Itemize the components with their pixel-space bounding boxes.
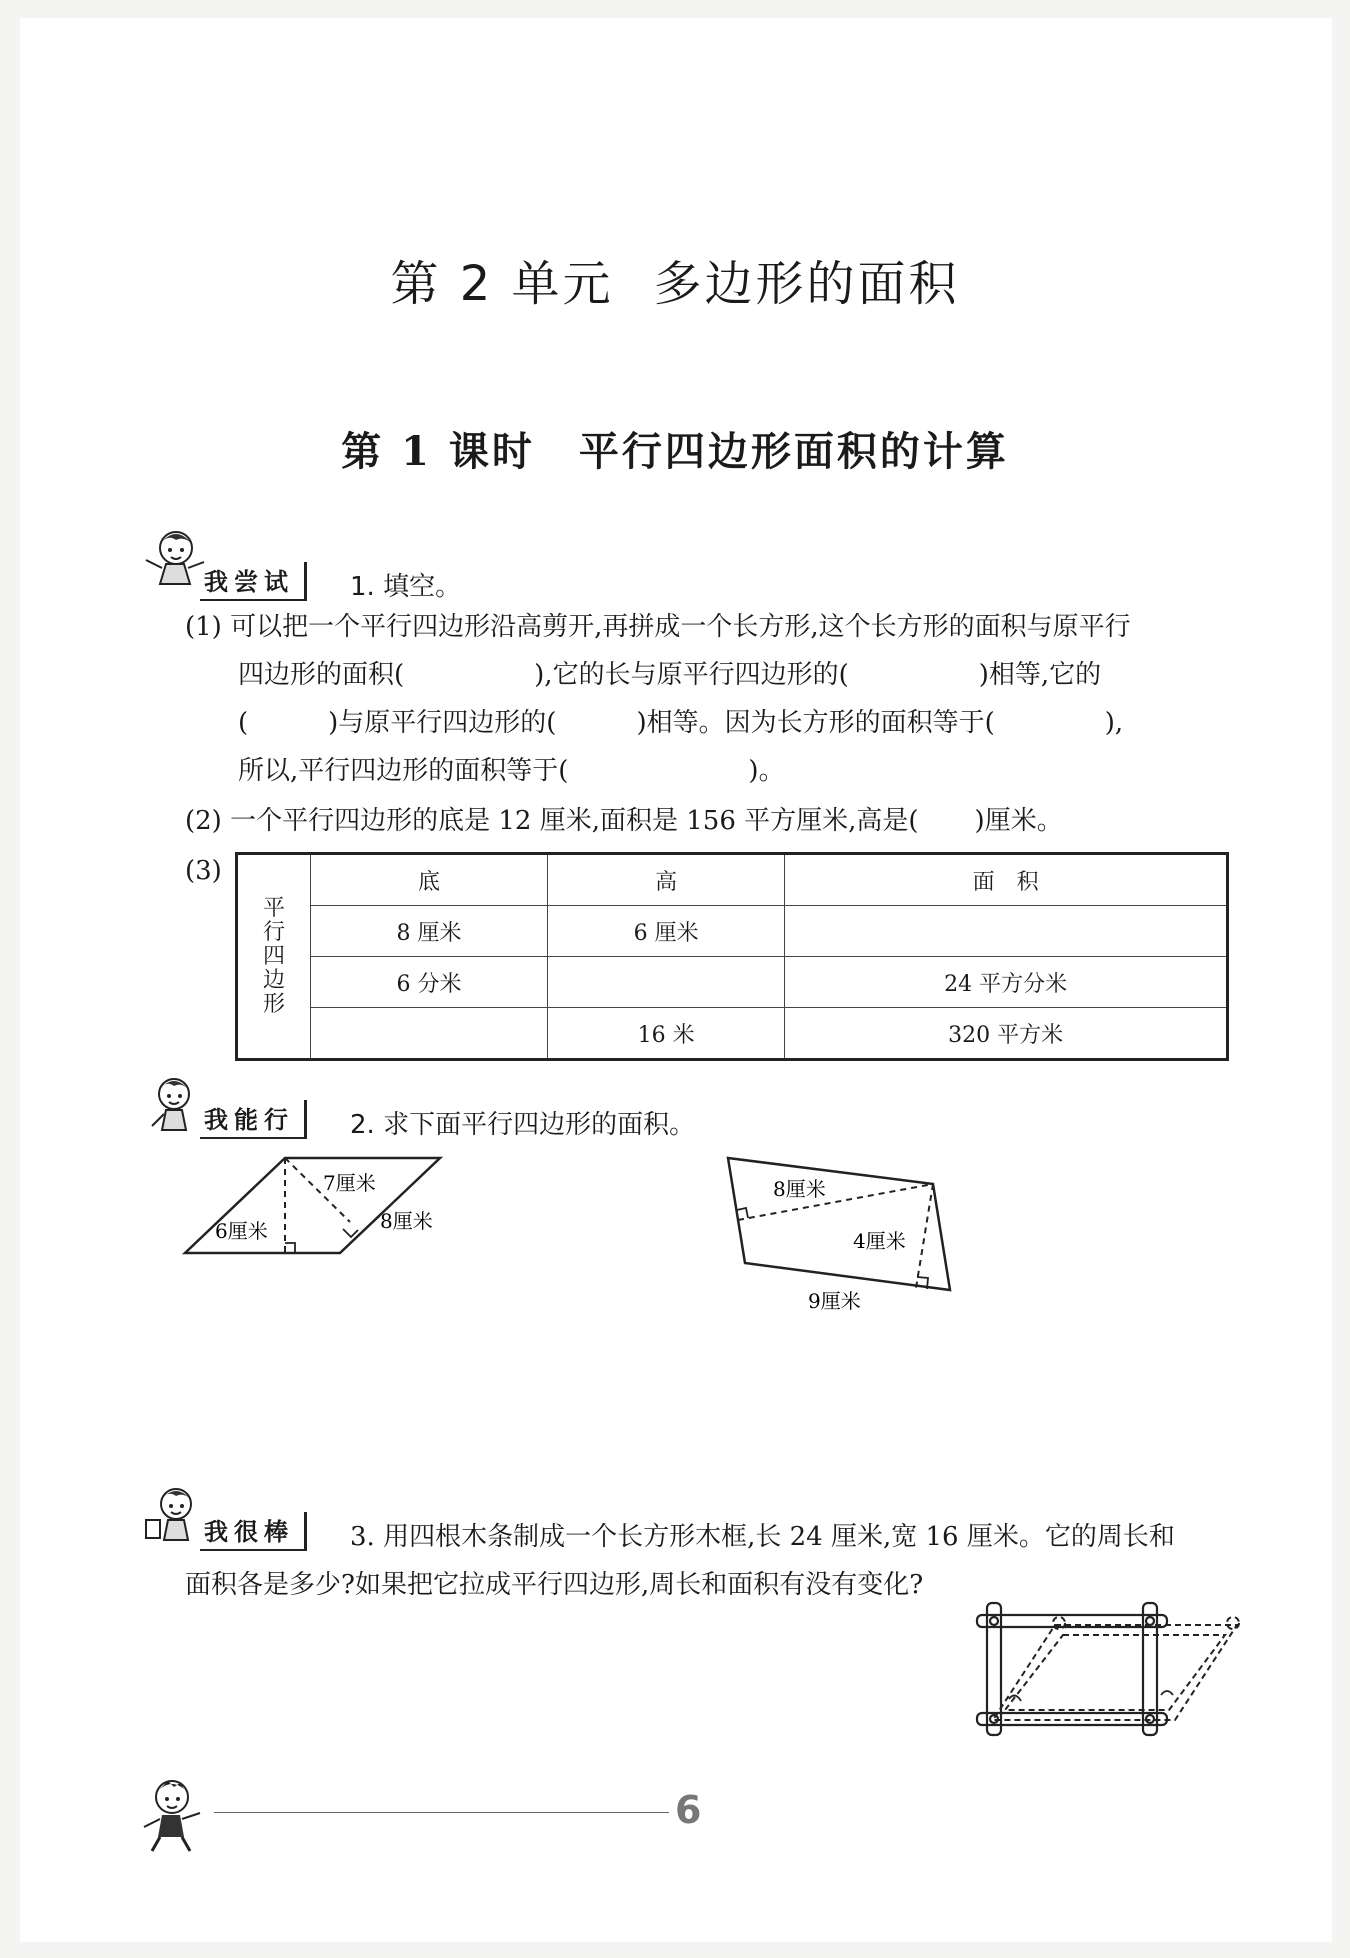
unit-prefix: 第 2 单元 — [390, 256, 614, 312]
height-line — [738, 1184, 933, 1220]
lesson-name: 平行四边形面积的计算 — [578, 428, 1009, 475]
q1-text: 四边形的面积( — [238, 660, 405, 690]
q1-text: )相等,它的 — [978, 660, 1102, 690]
table-cell: 6 分米 — [311, 957, 548, 1008]
header-area: 面 积 — [785, 854, 1228, 906]
question-3-title-line2: 面积各是多少?如果把它拉成平行四边形,周长和面积有没有变化? — [185, 1570, 924, 1600]
parallelogram-table — [235, 852, 1229, 1061]
page-number: 6 — [675, 1788, 702, 1832]
table-cell: 24 平方分米 — [785, 957, 1228, 1008]
q1-p1-line1: (1) 可以把一个平行四边形沿高剪开,再拼成一个长方形,这个长方形的面积与原平行 — [185, 612, 1131, 642]
unit-name: 多边形的面积 — [653, 256, 960, 312]
q1-text: (2) 一个平行四边形的底是 12 厘米,面积是 156 平方厘米,高是( — [185, 806, 919, 836]
label-8cm: 8厘米 — [380, 1209, 433, 1233]
row-label-char: 形 — [262, 991, 285, 1017]
q1-text: )厘米。 — [974, 806, 1063, 836]
can-tag: 我能行 — [200, 1100, 307, 1139]
q1-text: ( — [238, 708, 249, 738]
great-tag: 我很棒 — [200, 1512, 307, 1551]
table-cell-blank[interactable] — [785, 906, 1228, 957]
label-7cm: 7厘米 — [323, 1171, 376, 1195]
parallelogram-figure-1 — [175, 1148, 460, 1263]
q1-text: )与原平行四边形的( — [328, 708, 557, 738]
table-cell: 6 厘米 — [548, 906, 785, 957]
label-4cm: 4厘米 — [853, 1229, 906, 1253]
q1-text: 所以,平行四边形的面积等于( — [238, 756, 569, 786]
label-8cm: 8厘米 — [773, 1177, 826, 1201]
boy-mascot-icon — [140, 1775, 210, 1855]
q1-text: )相等。因为长方形的面积等于( — [636, 708, 995, 738]
question-3-title-line1: 3. 用四根木条制成一个长方形木框,长 24 厘米,宽 16 厘米。它的周长和 — [350, 1522, 1175, 1552]
right-angle-mark — [343, 1229, 358, 1237]
table-cell: 320 平方米 — [785, 1008, 1228, 1060]
label-6cm: 6厘米 — [215, 1219, 268, 1243]
unit-title — [0, 245, 1350, 314]
table-cell-blank[interactable] — [311, 1008, 548, 1060]
try-tag: 我尝试 — [200, 562, 307, 601]
angle-mark — [1161, 1691, 1173, 1695]
q1-text: ), — [1104, 708, 1124, 738]
nail-icon — [990, 1617, 998, 1625]
lesson-title — [0, 420, 1350, 477]
question-1-title: 1. 填空。 — [350, 572, 462, 602]
table-cell-blank[interactable] — [548, 957, 785, 1008]
parallelogram-shape — [728, 1158, 950, 1290]
stretched-frame-dashed — [993, 1617, 1239, 1720]
height-line — [916, 1184, 933, 1288]
q1-p3-label: (3) — [185, 856, 222, 886]
q1-p1-line2 — [238, 658, 1101, 692]
parallelogram-figure-2 — [718, 1148, 968, 1318]
footer-rule — [214, 1812, 669, 1813]
header-base: 底 — [311, 854, 548, 906]
row-label-char: 四 — [262, 943, 285, 969]
q1-p1-line4 — [238, 754, 785, 788]
wooden-frame-figure — [975, 1595, 1245, 1745]
label-9cm: 9厘米 — [808, 1289, 861, 1313]
q1-text: ),它的长与原平行四边形的( — [534, 660, 849, 690]
q1-p2 — [185, 804, 1063, 838]
row-label-char: 边 — [262, 967, 285, 993]
table-cell: 16 米 — [548, 1008, 785, 1060]
row-label-cell — [237, 854, 311, 1060]
row-label-char: 行 — [262, 919, 285, 945]
lesson-prefix: 第 1 课时 — [341, 428, 535, 475]
nail-icon — [1146, 1617, 1154, 1625]
q1-text: )。 — [748, 756, 785, 786]
table-cell: 8 厘米 — [311, 906, 548, 957]
header-height: 高 — [548, 854, 785, 906]
q1-p1-line3 — [238, 706, 1123, 740]
row-label-char: 平 — [262, 895, 285, 921]
right-angle-mark — [285, 1243, 295, 1253]
question-2-title: 2. 求下面平行四边形的面积。 — [350, 1110, 696, 1140]
